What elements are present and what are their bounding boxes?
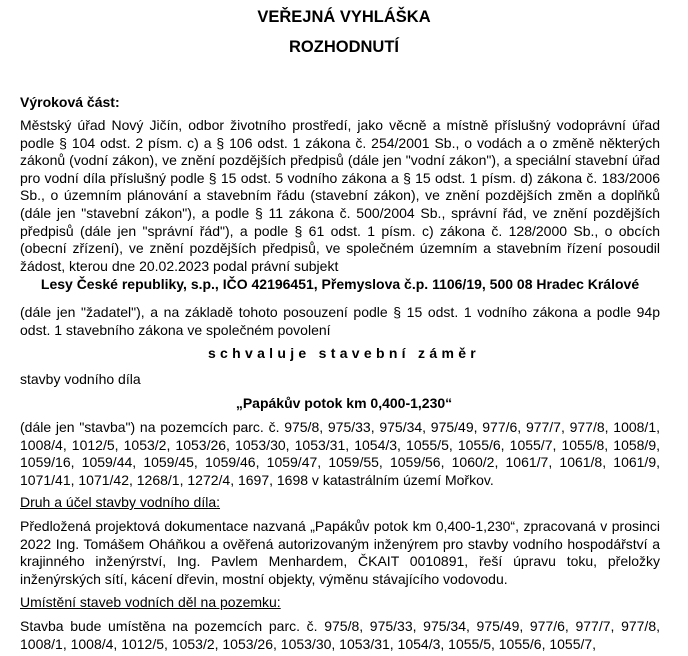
placement-paragraph: Stavba bude umístěna na pozemcích parc. č. 975/8, 975/33, 975/34, 975/49, 977/6, 977/7, 977/8, 1008/1, 1008/4, 1012/5, 1053/2, 1053/26, 1053/30, 1053/31, 1054/3, 1055/5, 1055/6, 1055/7, <box>20 618 660 652</box>
applicant-line: Lesy České republiky, s.p., IČO 42196451, Přemyslova č.p. 1106/19, 500 08 Hradec Králové <box>40 276 640 292</box>
applicant-note-paragraph: (dále jen "žadatel"), a na základě tohoto posouzení podle § 15 odst. 1 vodního zákona a podle 94p odst. 1 stavebního zákona ve společném povolení <box>20 304 660 338</box>
placement-heading: Umístění staveb vodních děl na pozemku: <box>20 594 281 610</box>
intro-paragraph: Městský úřad Nový Jičín, odbor životního prostředí, jako věcně a místně příslušný vodoprávní úřad podle § 104 odst. 2 písm. c) a § 106 odst. 1 zákona č. 254/2001 Sb., o vodách a o změně některých zákonů (vodní zákon), ve znění pozdějších předpisů (dále jen "vodní zákon"), a speciální stavební úřad pro vodní díla příslušný podle § 15 odst. 5 vodního zákona a § 15 odst. 1 písm. d) zákona č. 183/2006 Sb., o územním plánování a stavebním řádu (stavební zákon), ve znění pozdějších změn a doplňků (dále jen "stavební zákon"), a podle § 11 zákona č. 500/2004 Sb., správní řád, ve znění pozdějších předpisů (dále jen "správní řád"), a podle § 61 odst. 1 písm. c) zákona č. 128/2000 Sb., o obcích (obecní zřízení), ve znění pozdějších předpisů, ve společném územním a stavebním řízení posoudil žádost, kterou dne 20.02.2023 podal právní subjekt <box>20 117 660 274</box>
document-title: VEŘEJNÁ VYHLÁŠKA <box>257 8 431 26</box>
parcels-paragraph: (dále jen "stavba") na pozemcích parc. č. 975/8, 975/33, 975/34, 975/49, 977/6, 977/7, 977/8, 1008/1, 1008/4, 1012/5, 1053/2, 1053/26, 1053/30, 1053/31, 1054/3, 1055/5, 1055/6, 1055/7, 1055/8, 1058/9, 1059/16, 1059/44, 1059/45, 1059/46, 1059/47, 1059/55, 1059/56, 1060/2, 1061/7, 1061/8, 1061/9, 1071/41, 1071/42, 1268/1, 1272/4, 1697, 1698 v katastrálním území Mořkov. <box>20 419 660 488</box>
operative-heading: Výroková část: <box>20 94 120 110</box>
structure-label: stavby vodního díla <box>20 371 141 387</box>
approval-statement: schvaluje stavební záměr <box>207 345 481 361</box>
purpose-heading: Druh a účel stavby vodního díla: <box>20 494 221 510</box>
project-name: „Papákův potok km 0,400-1,230“ <box>235 395 453 411</box>
purpose-paragraph: Předložená projektová dokumentace nazvaná „Papákův potok km 0,400-1,230“, zpracovaná v prosinci 2022 Ing. Tomášem Oháňkou a ověřená autorizovaným inženýrem pro stavby vodního hospodářství a krajinného inženýrství, Ing. Pavlem Menhardem, ČKAIT 0010891, řeší úpravu toku, přeložky inženýrských sítí, kácení dřevin, mostní objekty, výměnu stávajícího vodovodu. <box>20 518 660 587</box>
document-subtitle: ROZHODNUTÍ <box>289 38 399 56</box>
